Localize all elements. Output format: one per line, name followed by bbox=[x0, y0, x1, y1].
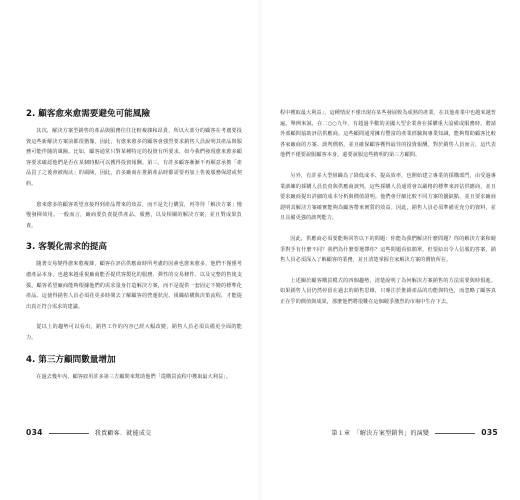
right-footer bbox=[331, 427, 498, 439]
body-paragraph: 隨著交易變得愈來愈複雜，顧客在評估供應商時所考慮的因素也愈來愈多，他們不僅僅考慮產品本身，也越來越重視廠商能否提供客製化的服務、彈性的交易條件、以及完整的售後支援。顧客希望廠商能夠根據他們的需求量身打造解決方案，而不是提供一套固定不變的標準化產品。這使得銷售人員必須花更多時間去了解顧客的營運狀況、組織結構與決策流程，才能提出真正符合需求的建議。 bbox=[26, 261, 242, 310]
left-footer bbox=[26, 427, 151, 439]
body-paragraph: 上述關於顧客購買模式的四個趨勢，清楚說明了為何解決方案銷售的方法需要與時俱進。如果銷售人員仍然停留在過去的銷售思維，只專注於推銷產品的功能與特色，而忽略了顧客真正在乎的價值與成果，那麼他們將很難在這個競爭激烈的市場中生存下去。 bbox=[280, 277, 496, 305]
body-paragraph: 因此，供應商必須要能夠回答以下的問題：你能為我們解決什麼問題？你的解決方案和競爭對手有什麼不同？我們為什麼要選擇你？這些問題看似簡單，但要給出令人信服的答案，銷售人員必須深入了解顧客的業務，並且清楚掌握自家解決方案的價值所在。 bbox=[280, 235, 496, 264]
gutter-shadow bbox=[257, 0, 263, 500]
section-heading-4: 4. 第三方顧問數量增加 bbox=[26, 354, 116, 365]
running-book-title: 我賣顧客．就能成交 bbox=[94, 430, 152, 437]
body-paragraph: 從以上的趨勢可以看出，銷售工作的內容已經大幅改變，銷售人員必須具備更全面的能力。 bbox=[26, 324, 242, 341]
footer-rule bbox=[49, 433, 89, 434]
page-number: 034 bbox=[26, 428, 43, 437]
footer-rule bbox=[435, 433, 475, 434]
body-paragraph: 另外，有許多大型組織為了降低成本、提高效率，也開始建立專業的採購部門，由受過專業訓練的採購人員負責與供應商談判。這些採購人員通常會以嚴格的標準來評估供應商，並且要求廠商提出詳細的成本分析與價值證明。他們會仔細比較不同方案的優缺點，並且要求廠商證明其解決方案確實能夠為顧客帶來實質的效益。因此，銷售人員必須準備更充分的資料，並且具備更強的談判能力。 bbox=[280, 172, 496, 222]
section-heading-3: 3. 客製化需求的提高 bbox=[26, 242, 107, 253]
page-number: 035 bbox=[481, 428, 498, 437]
body-paragraph: 在過去幾年內，顧客雇用許多第三方顧問來幫助他們「從購買流程中獲取最大利益」。 bbox=[36, 373, 231, 380]
left-page bbox=[26, 108, 242, 392]
section-heading-2: 2. 顧客愈來愈需要避免可能風險 bbox=[26, 109, 150, 119]
running-chapter-title: 第１章 「解決方案型銷售」的演變 bbox=[331, 430, 430, 437]
right-page bbox=[280, 108, 496, 318]
body-paragraph: 其次，解決方案型銷售的產品與服務往往比較複雜和昂貴，所以大部分的顧客在考慮要投資這些新解決方案前都很猶豫。因此，有愈來愈多的顧客會強烈要求銷售人員說明其產品與服務可能伴隨的風險。比如，顧客通常只對某種特定的投資有所要求，如今我們發現愈來愈多顧客要求確認他們是否在某個時點可以獲得投資報酬。第三，有許多顧客漸漸不再願意承擔「產品買了之後會被淘汰」的風險，因此，許多廠商在推銷產品時都需要再加上售後服務保證或契約。 bbox=[26, 128, 242, 187]
body-paragraph: 愈來愈多的顧客希望直接得到產品帶來的效益，而不是先行購買，再等待「解決方案」慢慢發揮效用。一般而言，廠商要負責提供產品、服務，以及相關的解決方案，並且對成果負責。 bbox=[26, 201, 242, 229]
body-paragraph: 程中獲取最大利益」，這種情況不僅出現在某些發展較為成熟的產業，在其他產業中也越來越普遍。舉例來說，在二○○九年，有超過半數的美國大型企業會在採購重大設備或服務時，聘請外部顧問協助評估供應商。這些顧問通常擁有豐富的產業經驗與專業知識，能夠幫助顧客比較各家廠商的方案、談判價格，並且確保顧客獲得最佳的投資報酬。對於銷售人員而言，這代表他們不僅要說服顧客本身，還要說服這些精明的第三方顧問。 bbox=[280, 110, 496, 159]
